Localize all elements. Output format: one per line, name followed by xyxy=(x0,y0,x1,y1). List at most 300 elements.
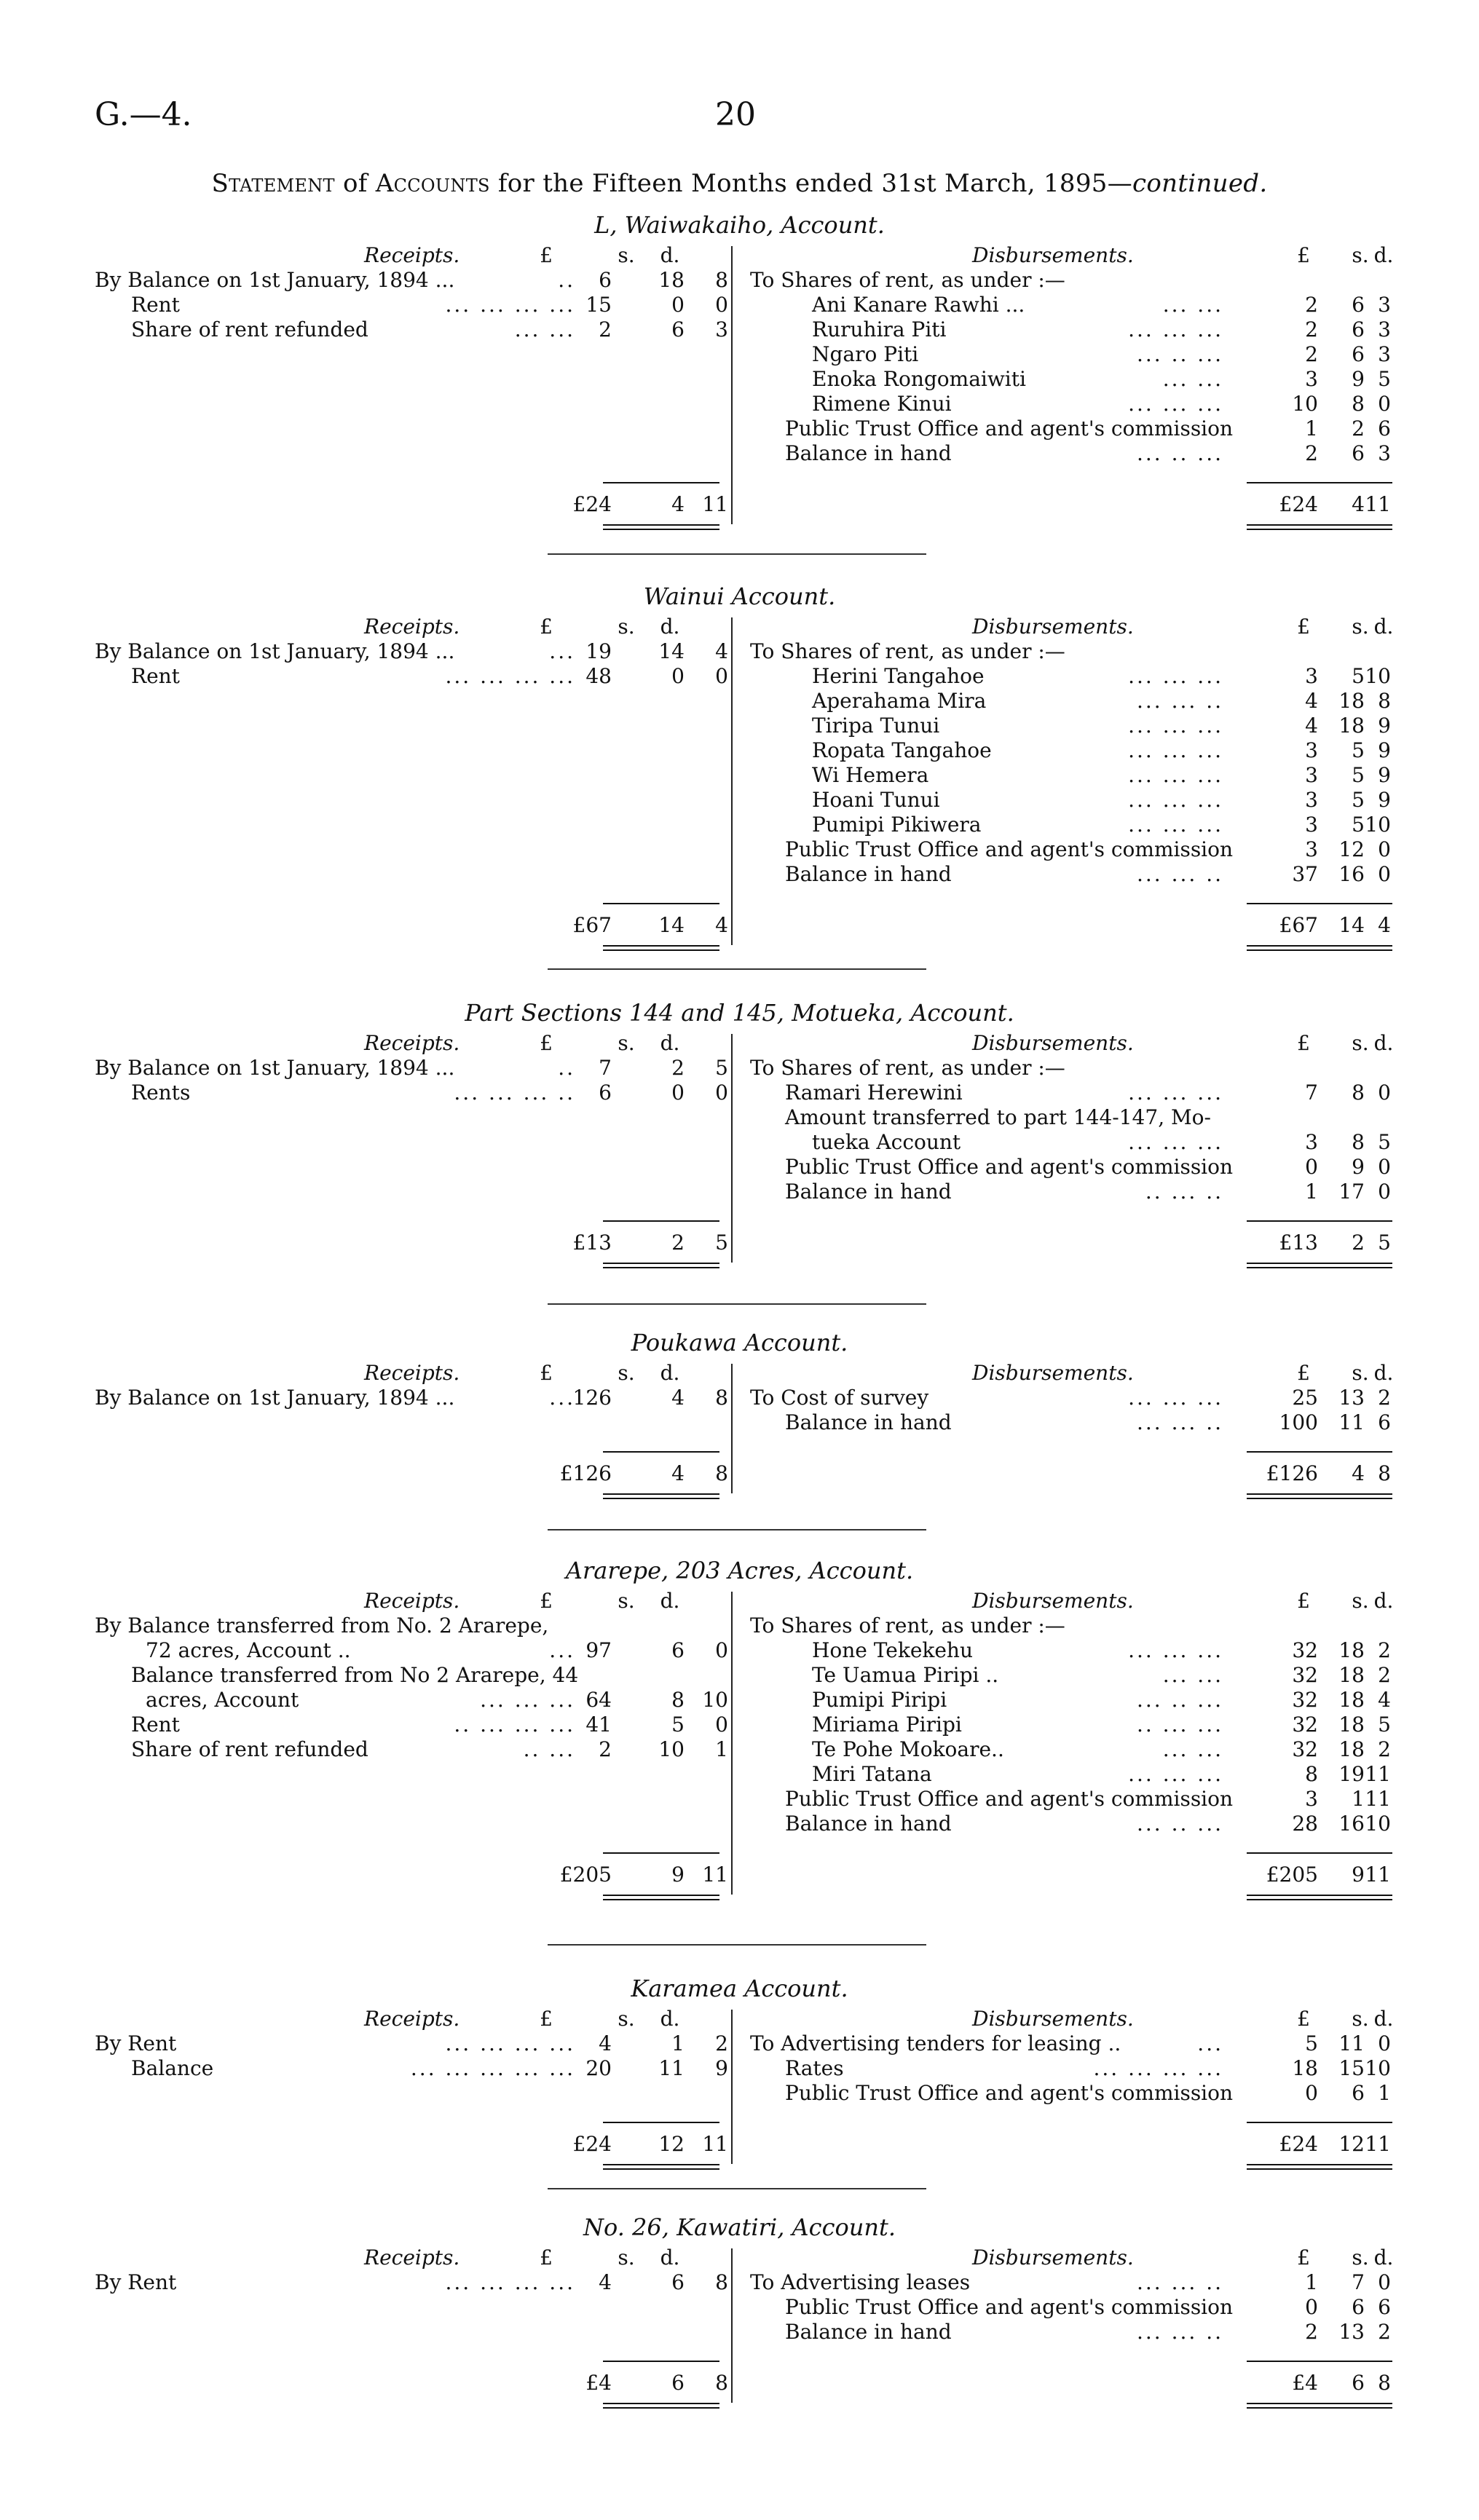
shillings-value: 12 xyxy=(1338,837,1365,861)
pounds-value: 41 xyxy=(585,1713,612,1737)
disbursement-row xyxy=(0,689,1479,714)
disbursement-row xyxy=(0,317,1479,342)
disbursements-total-double-rule xyxy=(1247,524,1392,526)
receipts-sum-rule xyxy=(603,2361,719,2362)
pence-value: 4 xyxy=(1378,1688,1391,1712)
total-pence: 11 xyxy=(702,492,728,516)
shillings-value: 5 xyxy=(1352,813,1365,837)
shillings-value: 5 xyxy=(1352,738,1365,762)
receipts-sum-rule xyxy=(603,1451,719,1453)
section-separator xyxy=(548,1529,926,1530)
pounds-value: 0 xyxy=(1305,2295,1318,2319)
disbursement-row xyxy=(0,1762,1479,1787)
pence-value: 5 xyxy=(1378,1130,1391,1154)
disbursement-label: To Shares of rent, as under :— xyxy=(750,1613,1065,1638)
disbursement-label: Balance in hand xyxy=(785,1410,952,1434)
disbursements-total-row xyxy=(0,1231,1479,1255)
shillings-value: 1 xyxy=(671,2031,685,2055)
pounds-value: 3 xyxy=(1305,1787,1318,1811)
dot-leader: ... ... xyxy=(1162,293,1223,317)
section-separator xyxy=(548,2188,926,2189)
receipt-label: Balance transferred from No 2 Ararepe, 44 xyxy=(131,1663,579,1687)
shillings-value: 18 xyxy=(658,268,685,292)
disbursements-total-double-rule xyxy=(1247,1493,1392,1495)
disbursement-label: Herini Tangahoe xyxy=(812,664,985,688)
disbursement-label: Pumipi Piripi xyxy=(812,1688,947,1712)
receipts-total-double-rule xyxy=(603,1899,719,1900)
dot-leader: ... ... .. xyxy=(1136,2320,1223,2344)
receipt-label: Share of rent refunded xyxy=(131,1737,368,1761)
disbursement-row xyxy=(0,2031,1479,2056)
dot-leader: ... ... ... xyxy=(1128,763,1223,787)
account-title: No. 26, Kawatiri, Account. xyxy=(583,2213,896,2241)
section-separator xyxy=(548,1303,926,1305)
shillings-value: 11 xyxy=(1338,2031,1365,2055)
pound-col-head: £ xyxy=(540,1361,553,1385)
pound-col-head: £ xyxy=(1297,2246,1310,2270)
pence-value: 10 xyxy=(1365,2056,1391,2080)
pounds-value: 3 xyxy=(1305,837,1318,861)
disbursement-row xyxy=(0,2295,1479,2320)
shillings-col-head: s. xyxy=(618,1031,635,1055)
shillings-value: 15 xyxy=(1338,2056,1365,2080)
disbursement-label: Ramari Herewini xyxy=(785,1081,963,1105)
total-pence: 11 xyxy=(1365,2132,1391,2156)
receipts-total-double-rule xyxy=(603,1895,719,1896)
disbursement-label: Balance in hand xyxy=(785,2320,952,2344)
disbursements-total-double-rule xyxy=(1247,2407,1392,2409)
shillings-value: 7 xyxy=(1352,2270,1365,2294)
pound-col-head: £ xyxy=(540,2007,553,2031)
disbursement-row xyxy=(0,1056,1479,1081)
disbursements-total-double-rule xyxy=(1247,1895,1392,1896)
pounds-value: 97 xyxy=(585,1638,612,1662)
disbursements-sum-rule xyxy=(1247,2122,1392,2123)
title-rest: for the Fifteen Months ended 31st March, 1895— xyxy=(497,169,1133,198)
receipt-label: Rent xyxy=(131,293,180,317)
disbursements-heading: Disbursements. xyxy=(972,1031,1134,1055)
pence-value: 8 xyxy=(715,1386,728,1410)
disbursement-label: Hone Tekekehu xyxy=(812,1638,973,1662)
receipt-label: By Balance on 1st January, 1894 ... xyxy=(95,639,455,663)
dot-leader: ... ... ... xyxy=(1128,738,1223,762)
receipt-label: Rent xyxy=(131,664,180,688)
disbursement-label: Enoka Rongomaiwiti xyxy=(812,367,1026,391)
shillings-col-head: s. xyxy=(1352,243,1369,267)
disbursement-row xyxy=(0,342,1479,367)
disbursement-row xyxy=(0,2270,1479,2295)
pound-col-head: £ xyxy=(540,615,553,639)
dot-leader: ... ... xyxy=(1162,1737,1223,1761)
dot-leader: ... ... ... xyxy=(1128,664,1223,688)
pounds-value: 3 xyxy=(1305,1130,1318,1154)
disbursement-row xyxy=(0,293,1479,317)
disbursement-label: Ropata Tangahoe xyxy=(812,738,992,762)
account-title: L, Waiwakaiho, Account. xyxy=(594,211,885,239)
pound-col-head: £ xyxy=(1297,243,1310,267)
receipts-heading: Receipts. xyxy=(364,1031,460,1055)
shillings-col-head: s. xyxy=(618,243,635,267)
shillings-value: 5 xyxy=(671,1713,685,1737)
disbursements-total-double-rule xyxy=(1247,2403,1392,2404)
disbursement-label: Pumipi Pikiwera xyxy=(812,813,982,837)
dot-leader: ... ... .. xyxy=(1136,2270,1223,2294)
pence-value: 9 xyxy=(1378,738,1391,762)
total-pounds: £67 xyxy=(572,913,612,937)
dot-leader: ... ... xyxy=(1162,367,1223,391)
receipt-label: By Balance on 1st January, 1894 ... xyxy=(95,1056,455,1080)
total-pounds: £13 xyxy=(1279,1231,1318,1255)
shillings-value: 1 xyxy=(1352,1787,1365,1811)
total-shillings: 9 xyxy=(671,1863,685,1887)
disbursement-row xyxy=(0,367,1479,392)
pence-col-head: d. xyxy=(660,1589,680,1613)
shillings-col-head: s. xyxy=(618,1589,635,1613)
total-pence: 8 xyxy=(1378,2371,1391,2395)
column-divider xyxy=(731,1364,733,1493)
disbursements-sum-rule xyxy=(1247,903,1392,904)
pence-value: 1 xyxy=(715,1737,728,1761)
title-of: of xyxy=(342,169,368,198)
pence-value: 0 xyxy=(1378,1180,1391,1204)
disbursement-row xyxy=(0,1638,1479,1663)
pence-value: 0 xyxy=(1378,392,1391,416)
disbursement-label: Ruruhira Piti xyxy=(812,317,947,341)
pounds-value: 32 xyxy=(1292,1737,1318,1761)
pounds-value: 2 xyxy=(599,1737,612,1761)
column-divider xyxy=(731,1034,733,1263)
pounds-value: 3 xyxy=(1305,788,1318,812)
pence-value: 11 xyxy=(1365,1762,1391,1786)
total-shillings: 12 xyxy=(1338,2132,1365,2156)
pounds-value: 3 xyxy=(1305,367,1318,391)
column-divider xyxy=(731,1592,733,1895)
pence-value: 0 xyxy=(1378,1081,1391,1105)
total-pounds: £67 xyxy=(1279,913,1318,937)
disbursement-row xyxy=(0,862,1479,887)
disbursement-label: Miriama Piripi xyxy=(812,1713,962,1737)
total-pounds: £24 xyxy=(1279,2132,1318,2156)
shillings-value: 6 xyxy=(671,1638,685,1662)
pence-value: 0 xyxy=(715,1638,728,1662)
dot-leader: ... ... ... xyxy=(1128,392,1223,416)
disbursement-label: Wi Hemera xyxy=(812,763,929,787)
shillings-value: 4 xyxy=(671,1386,685,1410)
total-pounds: £205 xyxy=(1266,1863,1318,1887)
pence-value: 3 xyxy=(1378,317,1391,341)
pounds-value: 3 xyxy=(1305,664,1318,688)
title-statement: Statement xyxy=(211,169,335,198)
disbursement-row xyxy=(0,664,1479,689)
pence-value: 2 xyxy=(715,2031,728,2055)
pence-col-head: d. xyxy=(1373,2007,1394,2031)
total-pence: 8 xyxy=(715,2371,728,2395)
pound-col-head: £ xyxy=(1297,1361,1310,1385)
total-shillings: 14 xyxy=(658,913,685,937)
shillings-value: 8 xyxy=(671,1688,685,1712)
total-pounds: £4 xyxy=(1292,2371,1318,2395)
disbursement-row xyxy=(0,268,1479,293)
shillings-value: 18 xyxy=(1338,1737,1365,1761)
pence-value: 9 xyxy=(1378,763,1391,787)
dot-leader: ... xyxy=(1197,2031,1223,2055)
total-shillings: 12 xyxy=(658,2132,685,2156)
disbursement-row xyxy=(0,1688,1479,1713)
total-pence: 5 xyxy=(715,1231,728,1255)
disbursements-sum-rule xyxy=(1247,482,1392,483)
pence-col-head: d. xyxy=(660,2246,680,2270)
disbursement-label: To Shares of rent, as under :— xyxy=(750,1056,1065,1080)
pence-col-head: d. xyxy=(660,243,680,267)
receipts-heading: Receipts. xyxy=(364,243,460,267)
disbursement-row xyxy=(0,1737,1479,1762)
pence-value: 6 xyxy=(1378,2295,1391,2319)
disbursement-label: Balance in hand xyxy=(785,441,952,465)
disbursement-row xyxy=(0,763,1479,788)
pence-col-head: d. xyxy=(660,615,680,639)
pence-value: 0 xyxy=(715,664,728,688)
receipts-total-double-rule xyxy=(603,1498,719,1499)
pence-value: 8 xyxy=(1378,689,1391,713)
dot-leader: ... ... .. xyxy=(1136,1410,1223,1434)
shillings-value: 5 xyxy=(1352,763,1365,787)
shillings-value: 17 xyxy=(1338,1180,1365,1204)
dot-leader: ... ... ... ... xyxy=(445,293,575,317)
pounds-value: 15 xyxy=(585,293,612,317)
pounds-value: 7 xyxy=(599,1056,612,1080)
pounds-value: 2 xyxy=(1305,342,1318,366)
pounds-value: 48 xyxy=(585,664,612,688)
total-pence: 11 xyxy=(702,1863,728,1887)
pence-col-head: d. xyxy=(660,2007,680,2031)
pence-value: 4 xyxy=(715,639,728,663)
pounds-value: 1 xyxy=(1305,416,1318,441)
receipt-label: Rent xyxy=(131,1713,180,1737)
shillings-value: 0 xyxy=(671,664,685,688)
total-pounds: £126 xyxy=(559,1461,612,1485)
pounds-value: 4 xyxy=(599,2270,612,2294)
receipts-total-double-rule xyxy=(603,2403,719,2404)
disbursements-total-double-rule xyxy=(1247,529,1392,530)
shillings-value: 6 xyxy=(1352,317,1365,341)
receipts-sum-rule xyxy=(603,482,719,483)
disbursement-label: Te Uamua Piripi .. xyxy=(812,1663,999,1687)
pounds-value: 6 xyxy=(599,1081,612,1105)
shillings-value: 8 xyxy=(1352,1130,1365,1154)
pence-col-head: d. xyxy=(1373,1361,1394,1385)
total-shillings: 4 xyxy=(1352,492,1365,516)
pounds-value: 2 xyxy=(1305,317,1318,341)
pence-value: 5 xyxy=(1378,367,1391,391)
total-shillings: 14 xyxy=(1338,913,1365,937)
pence-value: 2 xyxy=(1378,1638,1391,1662)
disbursement-row xyxy=(0,2320,1479,2345)
pound-col-head: £ xyxy=(1297,1031,1310,1055)
pounds-value: 32 xyxy=(1292,1663,1318,1687)
pence-value: 9 xyxy=(715,2056,728,2080)
pence-value: 2 xyxy=(1378,1737,1391,1761)
total-pounds: £24 xyxy=(572,2132,612,2156)
disbursement-label: Rates xyxy=(785,2056,844,2080)
disbursement-label: To Advertising leases xyxy=(750,2270,971,2294)
pound-col-head: £ xyxy=(540,1589,553,1613)
disbursement-row xyxy=(0,788,1479,813)
disbursement-row xyxy=(0,1180,1479,1204)
pence-value: 11 xyxy=(1365,1787,1391,1811)
dot-leader: .. ... xyxy=(523,1737,575,1761)
disbursement-row xyxy=(0,1130,1479,1155)
receipts-heading: Receipts. xyxy=(364,2246,460,2270)
pence-value: 0 xyxy=(1378,862,1391,886)
disbursements-total-double-rule xyxy=(1247,945,1392,947)
total-shillings: 6 xyxy=(671,2371,685,2395)
total-pence: 8 xyxy=(1378,1461,1391,1485)
shillings-col-head: s. xyxy=(1352,1031,1369,1055)
total-shillings: 4 xyxy=(671,1461,685,1485)
disbursements-sum-rule xyxy=(1247,1852,1392,1854)
disbursements-sum-rule xyxy=(1247,2361,1392,2362)
pence-col-head: d. xyxy=(1373,615,1394,639)
pounds-value: 100 xyxy=(1279,1410,1318,1434)
disbursement-row xyxy=(0,416,1479,441)
receipt-label: By Balance on 1st January, 1894 ... xyxy=(95,1386,455,1410)
total-shillings: 4 xyxy=(1352,1461,1365,1485)
statement-title xyxy=(0,169,1479,198)
pence-col-head: d. xyxy=(1373,1589,1394,1613)
pence-value: 9 xyxy=(1378,788,1391,812)
pounds-value: 8 xyxy=(1305,1762,1318,1786)
disbursement-label: Balance in hand xyxy=(785,1180,952,1204)
account-block xyxy=(0,1329,1479,1485)
receipts-heading: Receipts. xyxy=(364,1361,460,1385)
disbursement-row xyxy=(0,1155,1479,1180)
shillings-value: 6 xyxy=(1352,293,1365,317)
shillings-value: 19 xyxy=(1338,1762,1365,1786)
total-shillings: 2 xyxy=(1352,1231,1365,1255)
column-divider xyxy=(731,2010,733,2164)
dot-leader: ... ... ... ... xyxy=(445,2031,575,2055)
dot-leader: .. xyxy=(558,268,575,292)
disbursements-total-double-rule xyxy=(1247,2168,1392,2170)
pounds-value: 5 xyxy=(1305,2031,1318,2055)
account-block xyxy=(0,582,1479,937)
pounds-value: 25 xyxy=(1292,1386,1318,1410)
shillings-col-head: s. xyxy=(1352,2246,1369,2270)
shillings-value: 13 xyxy=(1338,1386,1365,1410)
receipts-total-double-rule xyxy=(603,2168,719,2170)
pence-col-head: d. xyxy=(660,1361,680,1385)
pence-value: 8 xyxy=(715,2270,728,2294)
receipts-total-double-rule xyxy=(603,2164,719,2165)
pound-col-head: £ xyxy=(1297,2007,1310,2031)
receipt-label: By Rent xyxy=(95,2031,177,2055)
pence-value: 3 xyxy=(1378,342,1391,366)
disbursement-label: To Cost of survey xyxy=(750,1386,929,1410)
shillings-value: 11 xyxy=(658,2056,685,2080)
receipts-total-double-rule xyxy=(603,1493,719,1495)
shillings-col-head: s. xyxy=(618,615,635,639)
pounds-value: 2 xyxy=(599,317,612,341)
dot-leader: ... ... .. xyxy=(1136,862,1223,886)
total-pence: 11 xyxy=(1365,492,1391,516)
column-divider xyxy=(731,2248,733,2403)
dot-leader: ... ... ... ... xyxy=(1093,2056,1223,2080)
receipts-sum-rule xyxy=(603,1220,719,1222)
shillings-value: 5 xyxy=(1352,664,1365,688)
pence-value: 0 xyxy=(715,1713,728,1737)
disbursement-label: To Shares of rent, as under :— xyxy=(750,639,1065,663)
disbursement-label: Public Trust Office and agent's commission xyxy=(785,416,1234,441)
pounds-value: 37 xyxy=(1292,862,1318,886)
pence-value: 0 xyxy=(1378,1155,1391,1179)
pound-col-head: £ xyxy=(540,1031,553,1055)
pounds-value: 64 xyxy=(585,1688,612,1712)
disbursements-heading: Disbursements. xyxy=(972,2007,1134,2031)
disbursement-label: Hoani Tunui xyxy=(812,788,940,812)
shillings-col-head: s. xyxy=(1352,1361,1369,1385)
receipt-label: Share of rent refunded xyxy=(131,317,368,341)
pence-col-head: d. xyxy=(1373,1031,1394,1055)
dot-leader: ... ... ... xyxy=(1128,1130,1223,1154)
pence-value: 3 xyxy=(715,317,728,341)
dot-leader: ... ... ... .. xyxy=(454,1081,575,1105)
total-pence: 4 xyxy=(1378,913,1391,937)
pence-value: 8 xyxy=(715,268,728,292)
disbursements-total-double-rule xyxy=(1247,949,1392,951)
dot-leader: ... ... .. xyxy=(1136,689,1223,713)
shillings-value: 11 xyxy=(1338,1410,1365,1434)
dot-leader: ... xyxy=(549,639,575,663)
pence-value: 1 xyxy=(1378,2081,1391,2105)
pound-col-head: £ xyxy=(1297,1589,1310,1613)
dot-leader: ... .. ... xyxy=(1136,441,1223,465)
pence-value: 0 xyxy=(1378,2031,1391,2055)
shillings-value: 6 xyxy=(671,2270,685,2294)
receipts-total-double-rule xyxy=(603,945,719,947)
receipt-label: By Balance on 1st January, 1894 ... xyxy=(95,268,455,292)
disbursement-label: Public Trust Office and agent's commission xyxy=(785,2295,1234,2319)
disbursement-label: Miri Tatana xyxy=(812,1762,932,1786)
column-divider xyxy=(731,246,733,524)
pence-value: 10 xyxy=(1365,813,1391,837)
dot-leader: .. ... ... xyxy=(1136,1713,1223,1737)
pounds-value: 3 xyxy=(1305,763,1318,787)
disbursement-row xyxy=(0,1410,1479,1435)
pounds-value: 2 xyxy=(1305,2320,1318,2344)
disbursements-sum-rule xyxy=(1247,1220,1392,1222)
pence-value: 5 xyxy=(1378,1713,1391,1737)
shillings-col-head: s. xyxy=(618,2246,635,2270)
receipt-label: By Balance transferred from No. 2 Ararepe, xyxy=(95,1613,549,1638)
disbursement-label: Balance in hand xyxy=(785,1812,952,1836)
page-number: 20 xyxy=(715,96,756,133)
disbursement-row xyxy=(0,738,1479,763)
dot-leader: ... ... ... xyxy=(1128,1762,1223,1786)
disbursement-row xyxy=(0,714,1479,738)
pence-value: 9 xyxy=(1378,714,1391,738)
pence-value: 5 xyxy=(715,1056,728,1080)
disbursements-heading: Disbursements. xyxy=(972,243,1134,267)
dot-leader: ... .. ... xyxy=(1136,1812,1223,1836)
disbursement-row xyxy=(0,813,1479,837)
pence-col-head: d. xyxy=(660,1031,680,1055)
total-pence: 11 xyxy=(1365,1863,1391,1887)
pounds-value: 4 xyxy=(1305,714,1318,738)
disbursement-label: Public Trust Office and agent's commission xyxy=(785,1787,1234,1811)
dot-leader: ... ... ... ... ... xyxy=(410,2056,575,2080)
pounds-value: 32 xyxy=(1292,1713,1318,1737)
receipts-heading: Receipts. xyxy=(364,1589,460,1613)
